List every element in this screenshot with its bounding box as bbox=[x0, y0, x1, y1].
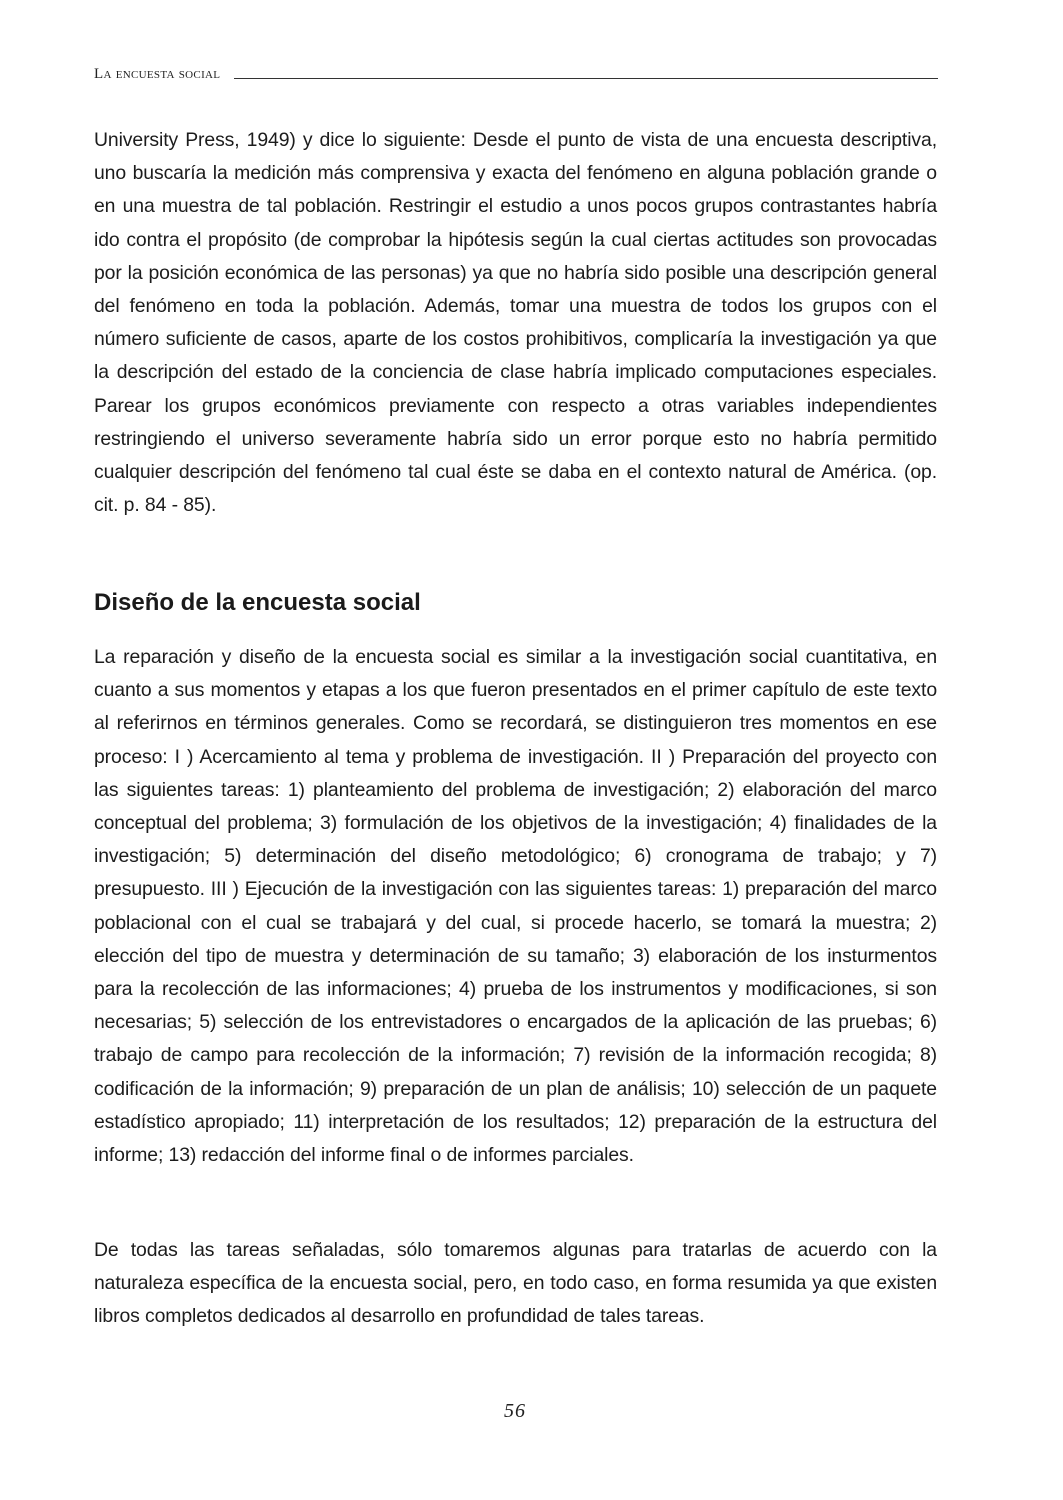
header-rule bbox=[234, 78, 938, 79]
running-header bbox=[94, 62, 938, 82]
quote-paragraph: University Press, 1949) y dice lo siguiente: Desde el punto de vista de una encuesta descriptiva, uno buscaría la medición más comprensiva y exacta del fenómeno en alguna población grande o en una muestra de tal población. Restringir el estudio a unos pocos grupos contrastantes habría ido contra el propósito (de comprobar la hipótesis según la cual ciertas actitudes son provocadas por la posición económica de las personas) ya que no habría sido posible una descripción general del fenómeno en toda la población. Además, tomar una muestra de todos los grupos con el número suficiente de casos, aparte de los costos prohibitivos, complicaría la investigación ya que la descripción del estado de la conciencia de clase habría implicado computaciones especiales. Parear los grupos económicos previamente con respecto a otras variables independientes restringiendo el universo severamente habría sido un error porque esto no habría permitido cualquier descripción del fenómeno tal cual éste se daba en el contexto natural de América. (op. cit. p. 84 - 85). bbox=[94, 129, 937, 517]
section-heading: Diseño de la encuesta social bbox=[94, 589, 421, 616]
tasks-paragraph: De todas las tareas señaladas, sólo tomaremos algunas para tratarlas de acuerdo con la naturaleza específica de la encuesta social, pero, en todo caso, en forma resumida ya que existen libros completos dedicados al desarrollo en profundidad de tales tareas. bbox=[94, 1239, 937, 1328]
page-number: 56 bbox=[504, 1400, 526, 1422]
design-paragraph: La reparación y diseño de la encuesta social es similar a la investigación social cuantitativa, en cuanto a sus momentos y etapas a los que fueron presentados en el primer capítulo de este texto al referirnos en términos generales. Como se recordará, se distinguieron tres momentos en ese proceso: I ) Acercamiento al tema y problema de investigación. II ) Preparación del proyecto con las siguientes tareas: 1) planteamiento del problema de investigación; 2) elaboración del marco conceptual del problema; 3) formulación de los objetivos de la investigación; 4) finalidades de la investigación; 5) determinación del diseño metodológico; 6) cronograma de trabajo; y 7) presupuesto. III ) Ejecución de la investigación con las siguientes tareas: 1) preparación del marco poblacional con el cual se trabajará y del cual, si procede hacerlo, se tomará la muestra; 2) elección del tipo de muestra y determinación de su tamaño; 3) elaboración de los insturmentos para la recolección de las informaciones; 4) prueba de los instrumentos y modificaciones, si son necesarias; 5) selección de los entrevistadores o encargados de la aplicación de las pruebas; 6) trabajo de campo para recolección de la información; 7) revisión de la información recogida; 8) codificación de la información; 9) preparación de un plan de análisis; 10) selección de un paquete estadístico apropiado; 11) interpretación de los resultados; 12) preparación de la estructura del informe; 13) redacción del informe final o de informes parciales. bbox=[94, 646, 937, 1167]
running-title: La encuesta social bbox=[94, 66, 221, 82]
